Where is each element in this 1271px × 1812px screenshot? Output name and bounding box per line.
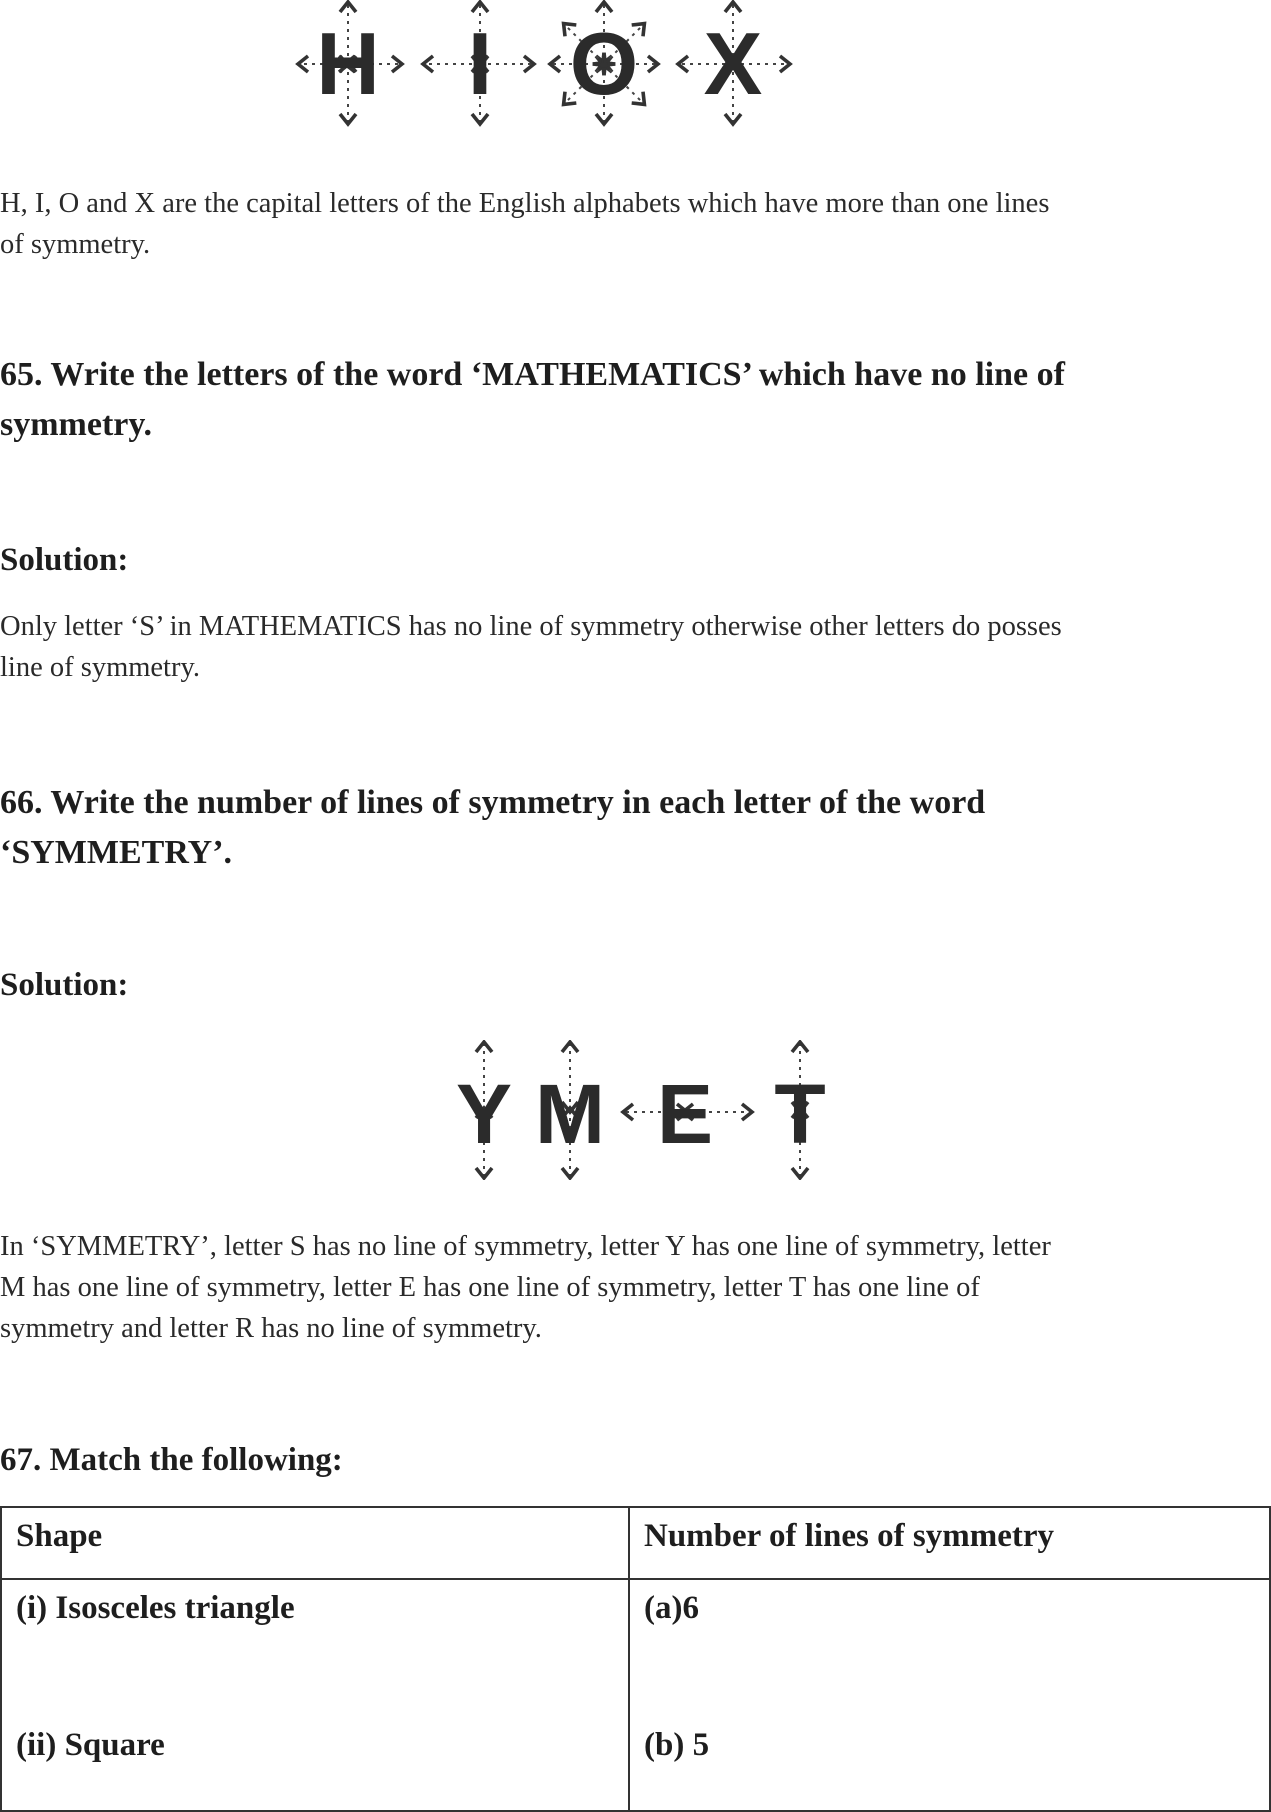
question-67-title: 67. Match the following: <box>0 1442 343 1478</box>
question-65 <box>0 350 1271 450</box>
letter-y: Y <box>455 1067 513 1161</box>
shape-item: (ii) Square <box>16 1727 165 1763</box>
letter-t: T <box>774 1067 826 1161</box>
solution-label-65: Solution: <box>0 542 129 578</box>
question-line: 65. Write the letters of the word ‘MATHEMATICS’ which have no line of <box>0 356 1065 393</box>
letter-h: H <box>316 14 380 113</box>
symmetry-figure-ymet <box>440 1040 840 1180</box>
header-lines: Number of lines of symmetry <box>629 1507 1270 1579</box>
letter-o: O <box>569 14 639 113</box>
table-header-row <box>1 1507 1270 1579</box>
letter-x: X <box>703 14 763 113</box>
answer-line: In ‘SYMMETRY’, letter S has no line of symmetry, letter Y has one line of symmetry, letter <box>0 1231 1051 1262</box>
lines-cell <box>629 1579 1270 1811</box>
table-row <box>1 1579 1270 1811</box>
symmetry-figure-hiox <box>290 0 810 130</box>
answer-66 <box>0 1226 1271 1349</box>
shape-item: (i) Isosceles triangle <box>16 1590 295 1626</box>
question-line: ‘SYMMETRY’. <box>0 834 233 871</box>
answer-line: M has one line of symmetry, letter E has one line of symmetry, letter T has one line of <box>0 1272 980 1303</box>
lines-item: (b) 5 <box>644 1727 710 1763</box>
solution-label-66: Solution: <box>0 967 129 1003</box>
answer-line: Only letter ‘S’ in MATHEMATICS has no line of symmetry otherwise other letters do posses <box>0 611 1062 642</box>
answer-line: line of symmetry. <box>0 652 200 683</box>
header-shape: Shape <box>1 1507 629 1579</box>
match-table <box>0 1506 1271 1812</box>
letter-m: M <box>535 1067 605 1161</box>
letter-e: E <box>656 1067 714 1161</box>
paragraph-hiox <box>0 183 1271 265</box>
answer-line: symmetry and letter R has no line of symmetry. <box>0 1313 542 1344</box>
question-line: symmetry. <box>0 406 153 443</box>
shape-cell <box>1 1579 629 1811</box>
question-line: 66. Write the number of lines of symmetry in each letter of the word <box>0 784 986 821</box>
paragraph-line: H, I, O and X are the capital letters of the English alphabets which have more than one lines <box>0 188 1050 219</box>
letter-i: I <box>467 14 493 113</box>
question-66 <box>0 778 1271 878</box>
lines-item: (a)6 <box>644 1590 699 1626</box>
paragraph-line: of symmetry. <box>0 229 151 260</box>
answer-65 <box>0 606 1271 688</box>
